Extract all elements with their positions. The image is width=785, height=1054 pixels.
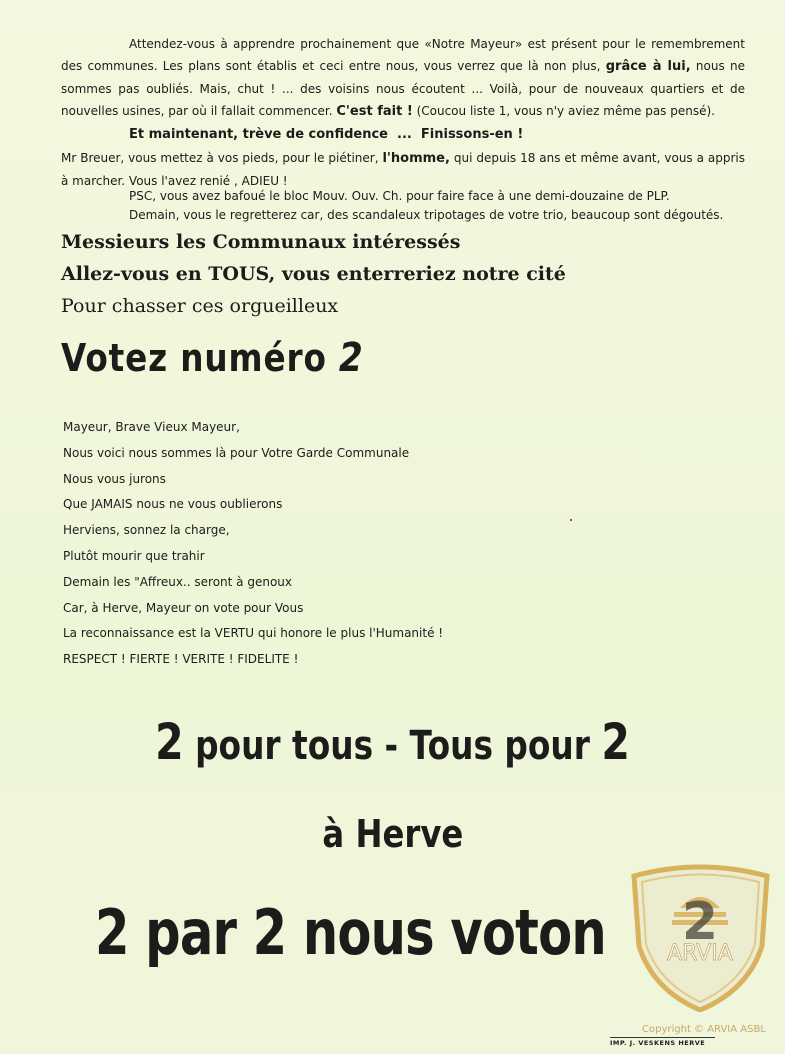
slogan-number-right: 2	[601, 713, 630, 771]
appeal-line-2: Allez-vous en TOUS, vous enterreriez notre cité	[61, 263, 566, 285]
poem	[63, 415, 603, 673]
slogan-a-herve	[0, 804, 785, 864]
breuer-paragraph	[61, 147, 745, 192]
slogan-2-par-2-text: 2 par 2 nous voton	[95, 896, 606, 969]
poem-line: Herviens, sonnez la charge,	[63, 523, 230, 538]
print-speck	[570, 519, 572, 521]
appeal-line-3: Pour chasser ces orgueilleux	[61, 295, 339, 317]
slogan-text: pour tous - Tous pour	[183, 723, 602, 769]
intro-bold-2: C'est fait !	[336, 104, 413, 119]
poem-line: RESPECT ! FIERTE ! VERITE ! FIDELITE !	[63, 652, 299, 667]
breuer-text-2: qui depuis 18 ans et même avant, vous a appris à marcher. Vous l'avez renié , ADIEU !	[61, 151, 745, 188]
printer-divider	[610, 1037, 715, 1038]
slogan-number-left: 2	[155, 713, 184, 771]
appeal-line-1: Messieurs les Communaux intéressés	[61, 231, 461, 253]
breuer-text-1: Mr Breuer, vous mettez à vos pieds, pour le piétiner,	[61, 151, 383, 165]
slogan-pour-tous	[0, 712, 785, 776]
intro-text-1: Attendez-vous à apprendre prochainement que «Notre Mayeur» est présent pour le remembrement des communes. Les plans sont établis et ceci entre nous, vous verrez que là non plus,	[61, 37, 745, 73]
poem-line: Que JAMAIS nous ne vous oublierons	[63, 497, 283, 512]
confidence-heading: Et maintenant, trève de confidence ... Finissons-en !	[129, 127, 524, 142]
poem-line: Nous vous jurons	[63, 471, 166, 486]
intro-text-2: nous ne sommes pas oubliés. Mais, chut ! ... des voisins nous écoutent ... Voilà, pour de nouveaux quartiers et de nouvelles usines, par où il fallait commencer.	[61, 59, 746, 118]
poem-line: Demain les "Affreux.. seront à genoux	[63, 574, 292, 589]
slogan-a-herve-text: à Herve	[322, 812, 463, 856]
psc-paragraph	[129, 187, 729, 225]
psc-line-1: PSC, vous avez bafoué le bloc Mouv. Ouv. Ch. pour faire face à une demi-douzaine de PLP.	[129, 189, 670, 203]
intro-bold-1: grâce à lui,	[605, 59, 691, 74]
psc-line-2: Demain, vous le regretterez car, des scandaleux tripotages de votre trio, beaucoup sont dégoutés.	[129, 208, 724, 222]
seal-arvia-text: ARVIA	[667, 941, 733, 966]
vote-number: 2	[338, 335, 364, 381]
printer-credit: IMP. J. VESKENS HERVE	[610, 1039, 706, 1047]
arvia-seal-icon	[628, 862, 773, 1012]
poem-line: Plutôt mourir que trahir	[63, 548, 205, 563]
copyright-notice: Copyright © ARVIA ASBL	[642, 1024, 766, 1035]
intro-text-3: (Coucou liste 1, vous n'y aviez même pas pensé).	[412, 104, 715, 118]
vote-text: Votez numéro	[61, 336, 327, 380]
poem-line: La reconnaissance est la VERTU qui honore le plus l'Humanité !	[63, 626, 444, 641]
breuer-bold: l'homme,	[382, 151, 450, 166]
poem-line: Nous voici nous sommes là pour Votre Garde Communale	[63, 445, 410, 460]
intro-paragraph	[61, 33, 745, 123]
poem-line: Mayeur, Brave Vieux Mayeur,	[63, 420, 240, 434]
seal-number: 2	[681, 892, 719, 952]
poem-line: Car, à Herve, Mayeur on vote pour Vous	[63, 600, 304, 615]
vote-heading	[61, 330, 364, 386]
